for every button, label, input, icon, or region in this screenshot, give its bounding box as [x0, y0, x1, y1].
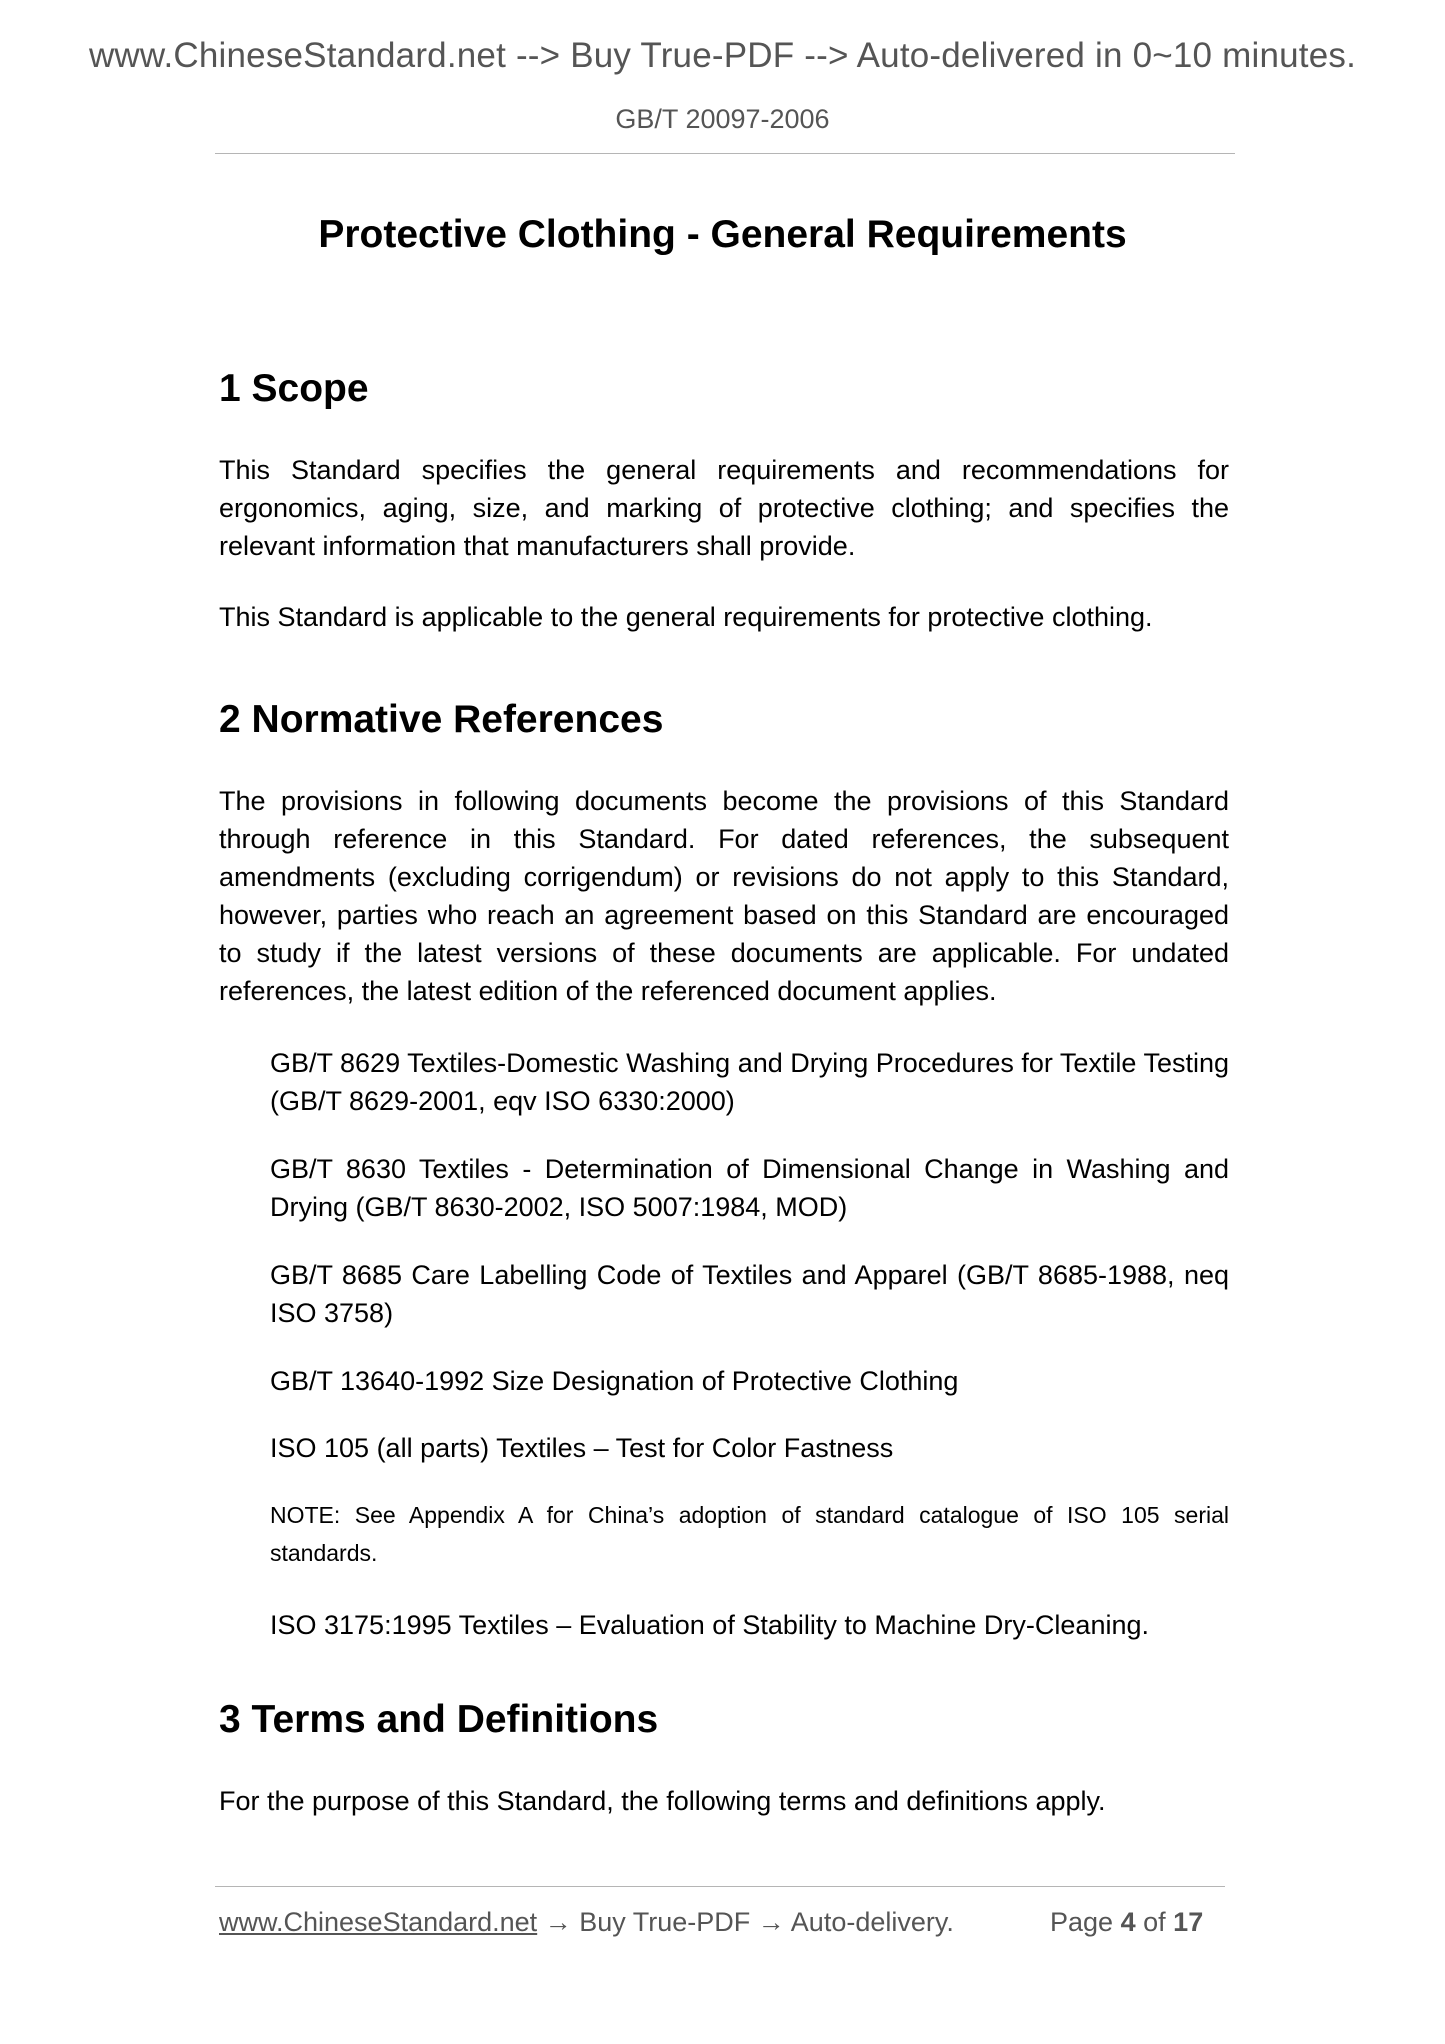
document-title: Protective Clothing - General Requirements — [318, 213, 1127, 256]
arrow-right-icon: → — [544, 1907, 572, 1937]
footer-buy-text: Buy True-PDF — [579, 1907, 751, 1937]
of-label: of — [1143, 1907, 1166, 1937]
section-heading-scope: 1 Scope — [219, 367, 369, 410]
total-pages: 17 — [1173, 1907, 1204, 1937]
footer-divider — [215, 1886, 1225, 1887]
paragraph: This Standard is applicable to the general requirements for protective clothing. — [219, 602, 1153, 632]
header-divider — [215, 153, 1235, 154]
note: NOTE: See Appendix A for China’s adoption of standard catalogue of ISO 105 serial standards. — [270, 1502, 1229, 1566]
arrow-right-icon: → — [757, 1907, 785, 1937]
reference-item: GB/T 13640-1992 Size Designation of Protective Clothing — [270, 1366, 959, 1396]
reference-item: ISO 105 (all parts) Textiles – Test for Color Fastness — [270, 1433, 894, 1463]
footer-site-link[interactable]: www.ChineseStandard.net — [219, 1907, 538, 1937]
reference-item: ISO 3175:1995 Textiles – Evaluation of Stability to Machine Dry-Cleaning. — [270, 1610, 1149, 1640]
standard-code: GB/T 20097-2006 — [615, 104, 830, 134]
reference-item: GB/T 8629 Textiles-Domestic Washing and Drying Procedures for Textile Testing (GB/T 8629-2001, eqv ISO 6330:2000) — [270, 1048, 1229, 1116]
page-number: 4 — [1120, 1907, 1136, 1937]
page-label: Page — [1050, 1907, 1114, 1937]
top-banner: www.ChineseStandard.net --> Buy True-PDF --> Auto-delivered in 0~10 minutes. — [88, 36, 1357, 75]
section-heading-normative-references: 2 Normative References — [219, 698, 664, 741]
section-heading-terms-and-definitions: 3 Terms and Definitions — [219, 1698, 659, 1741]
reference-item: GB/T 8685 Care Labelling Code of Textiles and Apparel (GB/T 8685-1988, neq ISO 3758) — [270, 1260, 1229, 1328]
paragraph: This Standard specifies the general requirements and recommendations for ergonomics, aging, size, and marking of protective clothing; and specifies the relevant information that manufacturers shall provide. — [219, 455, 1229, 561]
reference-item: GB/T 8630 Textiles - Determination of Dimensional Change in Washing and Drying (GB/T 8630-2002, ISO 5007:1984, MOD) — [270, 1154, 1229, 1222]
paragraph: The provisions in following documents become the provisions of this Standard through reference in this Standard. For dated references, the subsequent amendments (excluding corrigendum) or revisions do not apply to this Standard, however, parties who reach an agreement based on this Standard are encouraged to study if the latest versions of these documents are applicable. For undated references, the latest edition of the referenced document applies. — [219, 786, 1229, 1006]
footer-delivery-text: Auto-delivery. — [790, 1907, 954, 1937]
footer-left — [219, 1907, 954, 1938]
paragraph: For the purpose of this Standard, the following terms and definitions apply. — [219, 1786, 1106, 1816]
page-indicator — [1050, 1907, 1203, 1938]
